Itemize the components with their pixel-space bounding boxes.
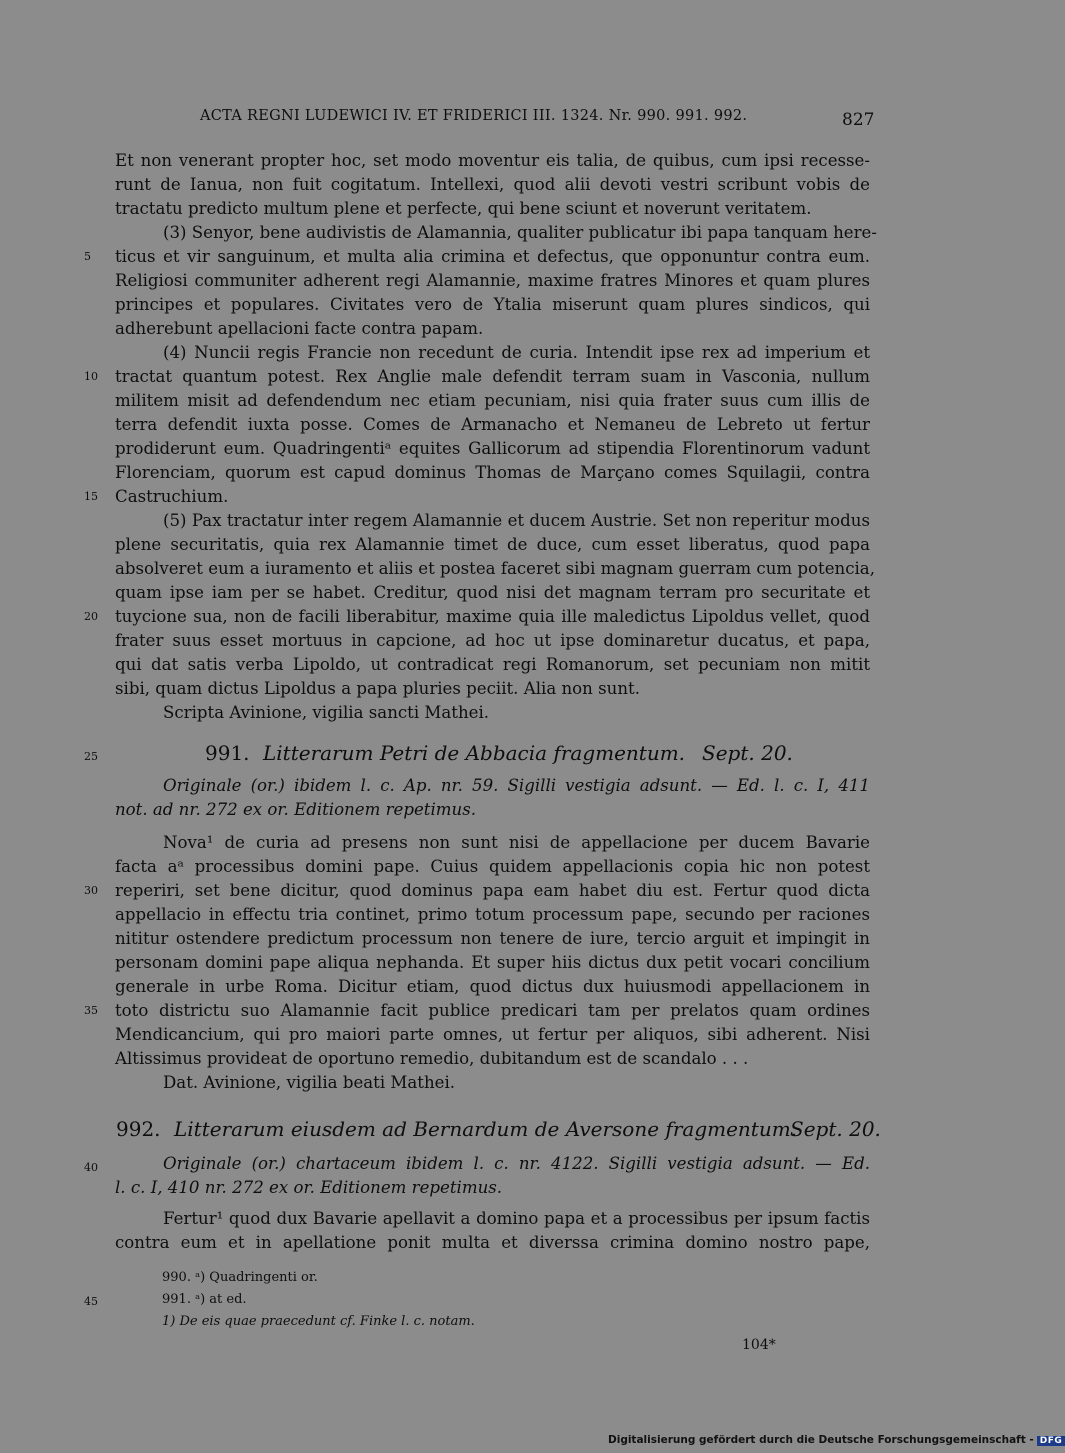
text-line: ticus et vir sanguinum, et multa alia crimina et defectus, que opponuntur contra eum. (115, 247, 870, 266)
text-line: Florenciam, quorum est capud dominus Thomas de Marçano comes Squilagii, contra (115, 463, 870, 482)
footnote: 990. ᵃ) Quadringenti or. (162, 1270, 318, 1285)
text-line: Nova¹ de curia ad presens non sunt nisi de appellacione per ducem Bavarie (163, 833, 870, 852)
text-line: (3) Senyor, bene audivistis de Alamannia, qualiter publicatur ibi papa tanquam here- (163, 223, 877, 242)
text-line: Religiosi communiter adherent regi Alamannie, maxime fratres Minores et quam plures (115, 271, 870, 290)
line-number: 10 (84, 370, 98, 383)
digitization-notice-text: Digitalisierung gefördert durch die Deutsche Forschungsgemeinschaft - (608, 1434, 1034, 1446)
text-line: quam ipse iam per se habet. Creditur, quod nisi det magnam terram pro securitate et (115, 583, 870, 602)
text-line: qui dat satis verba Lipoldo, ut contradicat regi Romanorum, set pecuniam non mitit (115, 655, 870, 674)
text-line: tractat quantum potest. Rex Anglie male defendit terram suam in Vasconia, nullum (115, 367, 870, 386)
text-line: frater suus esset mortuus in capcione, ad hoc ut ipse dominaretur ducatus, et papa, (115, 631, 870, 650)
text-line: Castruchium. (115, 487, 229, 506)
text-line: contra eum et in apellatione ponit multa et diverssa crimina domino nostro pape, (115, 1233, 870, 1252)
doc-heading-date: Sept. 20. (702, 741, 793, 765)
text-line: principes et populares. Civitates vero de Ytalia miserunt quam plures sindicos, qui (115, 295, 870, 314)
line-number: 25 (84, 750, 98, 763)
doc-heading-title: Litterarum Petri de Abbacia fragmentum. (263, 741, 686, 765)
source-note: Originale (or.) ibidem l. c. Ap. nr. 59. Sigilli vestigia adsunt. — Ed. l. c. I, 411 (163, 776, 870, 795)
running-head: ACTA REGNI LUDEWICI IV. ET FRIDERICI III. 1324. Nr. 990. 991. 992. (200, 108, 748, 124)
source-note: not. ad nr. 272 ex or. Editionem repetimus. (115, 800, 476, 819)
text-line: facta aᵃ processibus domini pape. Cuius quidem appellacionis copia hic non potest (115, 857, 870, 876)
line-number: 35 (84, 1004, 98, 1017)
text-line: militem misit ad defendendum nec etiam pecuniam, nisi quia frater suus cum illis de (115, 391, 870, 410)
text-line: terra defendit iuxta posse. Comes de Armanacho et Nemaneu de Lebreto ut fertur (115, 415, 870, 434)
text-line: runt de Ianua, non fuit cogitatum. Intellexi, quod alii devoti vestri scribunt vobis de (115, 175, 870, 194)
text-line: Dat. Avinione, vigilia beati Mathei. (163, 1073, 456, 1092)
text-line: tractatu predicto multum plene et perfecte, qui bene sciunt et noverunt veritatem. (115, 199, 812, 218)
line-number: 15 (84, 490, 98, 503)
text-line: Altissimus provideat de oportuno remedio, dubitandum est de scandalo . . . (115, 1049, 749, 1068)
doc-heading-number: 991. (205, 741, 250, 765)
text-line: Et non venerant propter hoc, set modo moventur eis talia, de quibus, cum ipsi recesse- (115, 151, 870, 170)
line-number: 30 (84, 884, 98, 897)
text-line: appellacio in effectu tria continet, primo totum processum pape, secundo per raciones (115, 905, 870, 924)
line-number: 20 (84, 610, 98, 623)
text-line: (5) Pax tractatur inter regem Alamannie et ducem Austrie. Set non reperitur modus (163, 511, 870, 530)
text-line: nititur ostendere predictum processum non tenere de iure, tercio arguit et impingit in (115, 929, 870, 948)
text-line: tuycione sua, non de facili liberabitur, maxime quia ille maledictus Lipoldus vellet, quod (115, 607, 870, 626)
source-note: l. c. I, 410 nr. 272 ex or. Editionem repetimus. (115, 1178, 503, 1197)
text-line: plene securitatis, quia rex Alamannie timet de duce, cum esset liberatus, quod papa (115, 535, 870, 554)
line-number: 45 (84, 1295, 98, 1308)
source-note: Originale (or.) chartaceum ibidem l. c. nr. 4122. Sigilli vestigia adsunt. — Ed. (163, 1154, 870, 1173)
text-line: absolveret eum a iuramento et aliis et postea faceret sibi magnam guerram cum potencia, (115, 559, 875, 578)
text-line: toto districtu suo Alamannie facit publice predicari tam per prelatos quam ordines (115, 1001, 870, 1020)
text-line: Fertur¹ quod dux Bavarie apellavit a domino papa et a processibus per ipsum factis (163, 1209, 870, 1228)
text-line: reperiri, set bene dicitur, quod dominus papa eam habet diu est. Fertur quod dicta (115, 881, 870, 900)
text-line: personam domini pape aliqua nephanda. Et super hiis dictus dux petit vocari concilium (115, 953, 870, 972)
text-line: Scripta Avinione, vigilia sancti Mathei. (163, 703, 490, 722)
doc-heading-title: Litterarum eiusdem ad Bernardum de Aversone fragmentum. (174, 1117, 798, 1141)
dfg-logo-icon: DFG (1037, 1436, 1065, 1446)
text-line: adherebunt apellacioni facte contra papam. (115, 319, 484, 338)
line-number: 5 (84, 250, 91, 263)
line-number: 40 (84, 1161, 98, 1174)
text-line: sibi, quam dictus Lipoldus a papa pluries peciit. Alia non sunt. (115, 679, 640, 698)
text-line: (4) Nuncii regis Francie non recedunt de curia. Intendit ipse rex ad imperium et (163, 343, 870, 362)
page-number: 827 (842, 110, 875, 130)
text-line: prodiderunt eum. Quadringentiᵃ equites Gallicorum ad stipendia Florentinorum vadunt (115, 439, 870, 458)
digitization-notice (608, 1434, 1065, 1446)
text-line: Mendicancium, qui pro maiori parte omnes, ut fertur per aliquos, sibi adherent. Nisi (115, 1025, 870, 1044)
doc-heading-number: 992. (116, 1117, 161, 1141)
text-line: generale in urbe Roma. Dicitur etiam, quod dictus dux huiusmodi appellacionem in (115, 977, 870, 996)
doc-heading-date: Sept. 20. (790, 1117, 881, 1141)
footnote: 1) De eis quae praecedunt cf. Finke l. c. notam. (162, 1314, 475, 1329)
footnote: 991. ᵃ) at ed. (162, 1292, 247, 1307)
signature-mark: 104* (742, 1337, 776, 1353)
